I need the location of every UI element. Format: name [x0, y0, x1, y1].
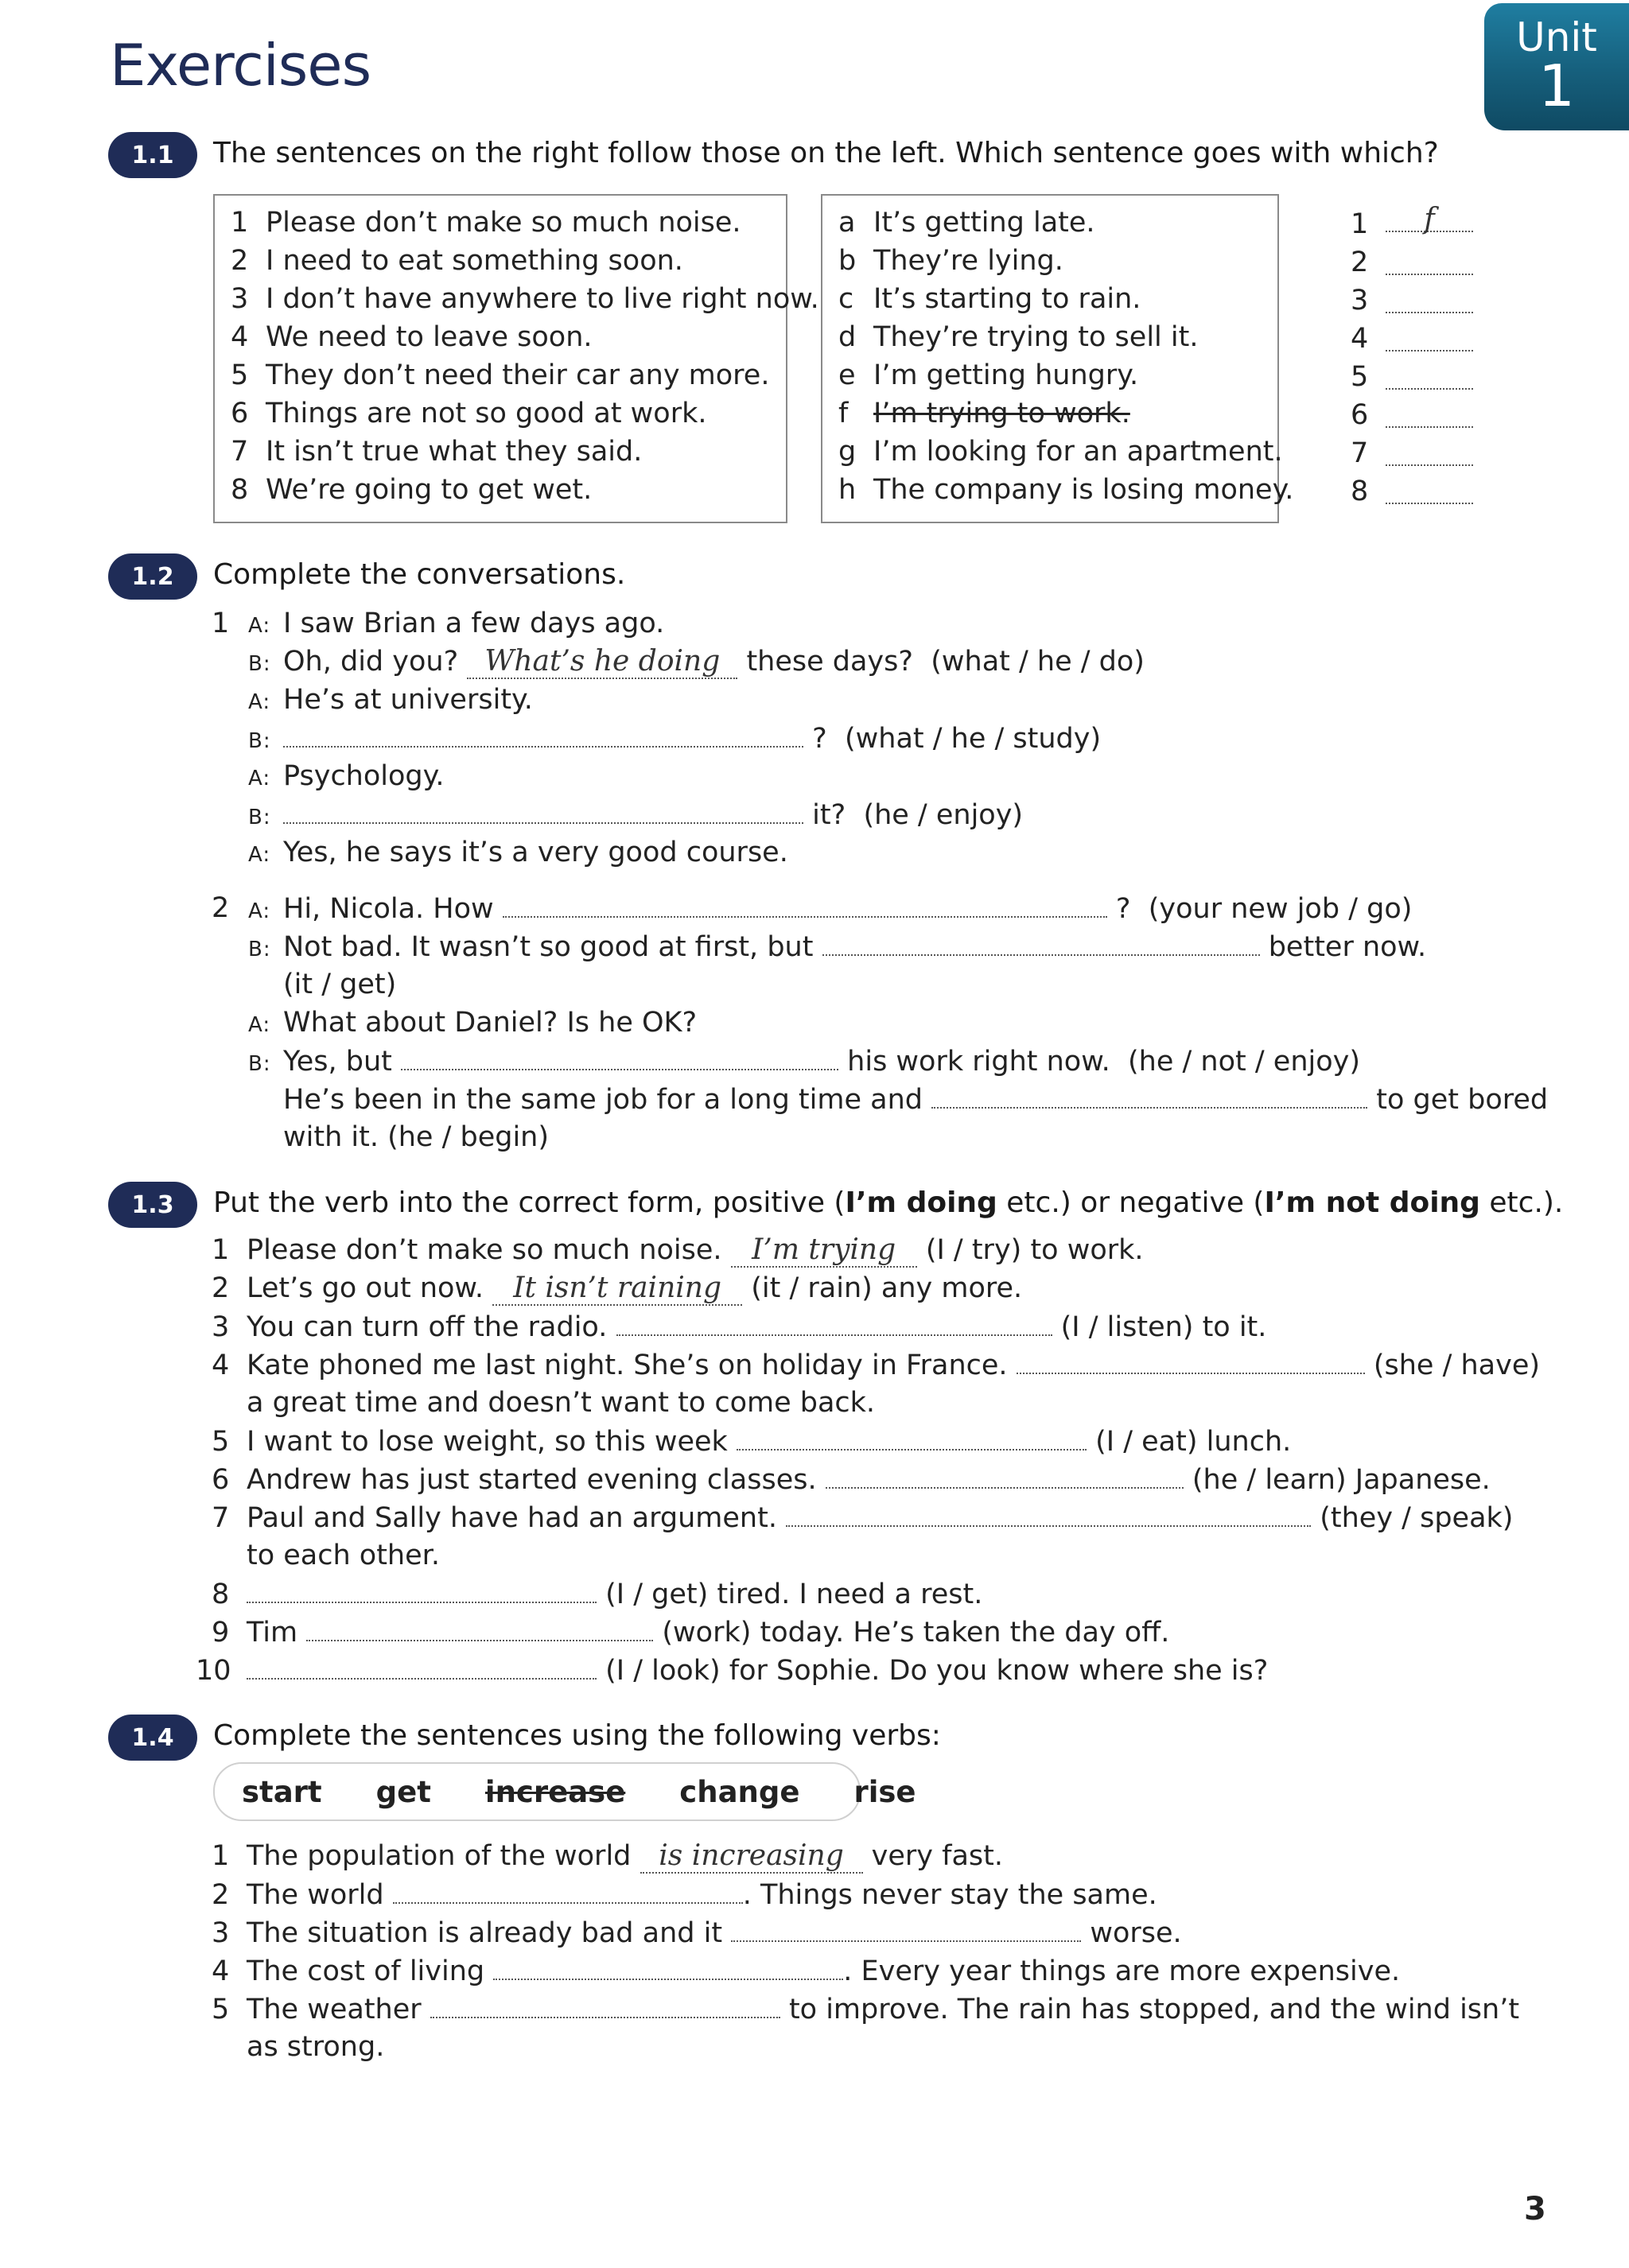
left-sentence: 8 We’re going to get wet. [231, 474, 593, 506]
answer-field[interactable]: What’s he doing [467, 646, 737, 679]
exercise-badge-1-1: 1.1 [108, 132, 197, 178]
question: 1 Please don’t make so much noise. I’m trying (I / try) to work. [212, 1233, 1144, 1266]
dialogue-line: A: I saw Brian a few days ago. [248, 608, 665, 639]
answer-number: 2 [1351, 247, 1369, 278]
answer-number: 1 [1351, 208, 1369, 240]
verb-bank [213, 1762, 916, 1821]
right-sentence: e I’m getting hungry. [838, 359, 1139, 391]
dialogue-hint: (it / get) [283, 969, 397, 1000]
question: 10 (I / look) for Sophie. Do you know where she is? [196, 1651, 1268, 1690]
answer-field[interactable] [1386, 323, 1473, 351]
exercise-badge-1-4: 1.4 [108, 1715, 197, 1761]
answer-field[interactable] [826, 1460, 1184, 1489]
unit-number: 1 [1538, 52, 1575, 119]
question-number: 1 [212, 608, 230, 639]
answer-field[interactable]: I’m trying [731, 1234, 917, 1268]
left-sentence: 3 I don’t have anywhere to live right now. [231, 283, 819, 315]
exercise-badge-1-2: 1.2 [108, 553, 197, 600]
answer-field[interactable] [306, 1613, 653, 1641]
question: 5 The weather to improve. The rain has stopped, and the wind isn’t [212, 1990, 1519, 2029]
answer-field[interactable] [1386, 247, 1473, 275]
dialogue-line: He’s been in the same job for a long time and to get bored [283, 1080, 1548, 1119]
answer-number: 7 [1351, 437, 1369, 469]
dialogue-line: B: ? (what / he / study) [248, 719, 1101, 760]
right-sentence-example: f I’m trying to work. [838, 398, 1130, 429]
question: 7 Paul and Sally have had an argument. (they / speak) [212, 1498, 1513, 1537]
answer-field[interactable] [1386, 399, 1473, 428]
exercise-instruction-1-3: Put the verb into the correct form, positive (I’m doing etc.) or negative (I’m not doing etc.). [213, 1186, 1564, 1219]
unit-label: Unit [1516, 14, 1597, 60]
dialogue-line: B: Not bad. It wasn’t so good at first, but better now. [248, 927, 1426, 969]
right-sentence: d They’re trying to sell it. [838, 321, 1199, 353]
verb-item: rise [853, 1774, 916, 1809]
dialogue-line: A: He’s at university. [248, 684, 533, 716]
answer-field[interactable] [1386, 476, 1473, 504]
left-sentence: 1 Please don’t make so much noise. [231, 207, 741, 239]
verb-item: get [375, 1774, 431, 1809]
right-sentence: h The company is losing money. [838, 474, 1294, 506]
dialogue-line: B: Oh, did you? What’s he doing these days? (what / he / do) [248, 645, 1145, 678]
answer-number: 3 [1351, 285, 1369, 317]
answer-field[interactable] [247, 1575, 597, 1603]
answer-field[interactable]: f [1386, 204, 1473, 232]
answer-number: 8 [1351, 476, 1369, 507]
answer-number: 4 [1351, 323, 1369, 355]
left-sentences-box [213, 194, 819, 523]
dialogue-line: with it. (he / begin) [283, 1121, 550, 1153]
answer-field[interactable] [1386, 437, 1473, 466]
dialogue-line: A: Hi, Nicola. How ? (your new job / go) [248, 889, 1412, 930]
verb-item: start [242, 1774, 322, 1809]
answer-field[interactable] [503, 889, 1107, 918]
answer-field[interactable] [493, 1951, 843, 1980]
question: 6 Andrew has just started evening classes. (he / learn) Japanese. [212, 1460, 1491, 1499]
question-continuation: to each other. [247, 1540, 440, 1571]
left-sentence: 7 It isn’t true what they said. [231, 436, 643, 468]
exercise-instruction-1-1: The sentences on the right follow those on the left. Which sentence goes with which? [213, 137, 1439, 169]
answer-field[interactable] [931, 1080, 1367, 1109]
right-sentence: c It’s starting to rain. [838, 283, 1141, 315]
answer-field[interactable] [1017, 1346, 1365, 1374]
dialogue-line: B: it? (he / enjoy) [248, 795, 1023, 837]
question: 3 You can turn off the radio. (I / listen) to it. [212, 1307, 1266, 1346]
left-sentence: 6 Things are not so good at work. [231, 398, 707, 429]
dialogue-line: A: What about Daniel? Is he OK? [248, 1007, 698, 1039]
left-sentence: 2 I need to eat something soon. [231, 245, 683, 277]
answer-field[interactable] [430, 1990, 780, 2018]
exercise-instruction-1-4: Complete the sentences using the following verbs: [213, 1719, 941, 1752]
question: 2 Let’s go out now. It isn’t raining (it / rain) any more. [212, 1272, 1023, 1304]
question-continuation: as strong. [247, 2031, 385, 2063]
question-number: 2 [212, 892, 230, 924]
answer-field[interactable] [737, 1422, 1087, 1451]
answer-field[interactable] [731, 1913, 1081, 1942]
question: 2 The world . Things never stay the same. [212, 1875, 1157, 1914]
dialogue-line: A: Yes, he says it’s a very good course. [248, 837, 788, 868]
answer-field[interactable] [283, 795, 803, 824]
verb-item-used: increase [484, 1774, 626, 1809]
answer-field[interactable] [616, 1307, 1052, 1336]
answer-field[interactable] [1386, 285, 1473, 313]
answer-field[interactable] [283, 719, 803, 748]
exercise-badge-1-3: 1.3 [108, 1182, 197, 1228]
exercise-instruction-1-2: Complete the conversations. [213, 558, 626, 591]
answer-field[interactable] [401, 1042, 838, 1070]
right-sentence: b They’re lying. [838, 245, 1063, 277]
question: 5 I want to lose weight, so this week (I / eat) lunch. [212, 1422, 1291, 1461]
left-sentence: 5 They don’t need their car any more. [231, 359, 770, 391]
question: 3 The situation is already bad and it worse. [212, 1913, 1182, 1952]
answer-field[interactable] [1386, 361, 1473, 390]
verb-item: change [679, 1774, 800, 1809]
dialogue-line: A: Psychology. [248, 760, 445, 792]
answer-field[interactable] [393, 1875, 743, 1904]
question: 8 (I / get) tired. I need a rest. [212, 1575, 982, 1614]
question: 1 The population of the world is increasing very fast. [212, 1839, 1003, 1872]
question: 4 The cost of living . Every year things are more expensive. [212, 1951, 1400, 1990]
left-sentence: 4 We need to leave soon. [231, 321, 593, 353]
page-number: 3 [1524, 2191, 1546, 2227]
question: 4 Kate phoned me last night. She’s on holiday in France. (she / have) [212, 1346, 1540, 1384]
answer-number: 6 [1351, 399, 1369, 431]
dialogue-line: B: Yes, but his work right now. (he / not / enjoy) [248, 1042, 1360, 1083]
page-title: Exercises [110, 32, 371, 99]
right-sentence: g I’m looking for an apartment. [838, 436, 1283, 468]
right-sentences-box [821, 194, 1294, 523]
answer-field[interactable]: is increasing [640, 1840, 863, 1874]
answer-field[interactable] [247, 1651, 597, 1680]
right-sentence: a It’s getting late. [838, 207, 1095, 239]
question-continuation: a great time and doesn’t want to come back. [247, 1387, 876, 1419]
answer-field[interactable] [822, 927, 1260, 956]
answer-field[interactable] [786, 1498, 1311, 1527]
answer-field[interactable]: It isn’t raining [492, 1272, 742, 1306]
question: 9 Tim (work) today. He’s taken the day off. [212, 1613, 1169, 1652]
unit-tab [1484, 3, 1629, 130]
answer-number: 5 [1351, 361, 1369, 393]
